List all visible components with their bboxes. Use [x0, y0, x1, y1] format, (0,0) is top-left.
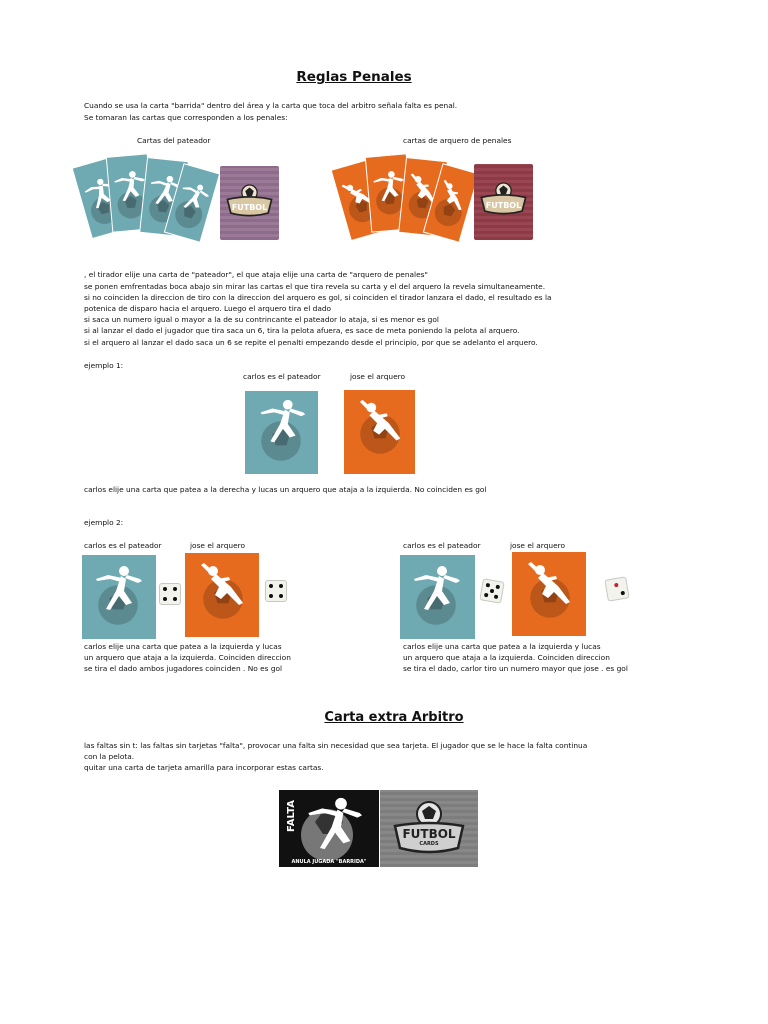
- arbitro-title: Carta extra Arbitro: [324, 710, 464, 725]
- card-back-red: [474, 164, 533, 240]
- ejemplo2-left-caption-2: un arquero que ataja a la izquierda. Coinciden direccion: [84, 653, 291, 662]
- card-back-logo-text: FUTBOL: [485, 201, 522, 210]
- label-arquero-cards: cartas de arquero de penales: [403, 136, 512, 145]
- ejemplo1-label-arquero: jose el arquero: [350, 372, 406, 381]
- rule-line-6: si al lanzar el dado el jugador que tira saca un 6, tira la pelota afuera, es sace de meta poniendo la pelota al arquero.: [84, 326, 520, 335]
- ejemplo2-left-arquero-card: [185, 553, 259, 637]
- ejemplo1-heading: ejemplo 1:: [84, 361, 124, 370]
- ejemplo2-right-pateador-card: [400, 555, 475, 639]
- arbitro-logo-text: FUTBOL: [402, 827, 456, 841]
- rule-line-1: , el tirador elije una carta de "pateador", el que ataja elije una carta de "arquero de penales": [84, 270, 428, 279]
- card-back-purple: [220, 166, 279, 240]
- ejemplo1-pateador-card: [245, 391, 318, 474]
- rule-line-7: si el arquero al lanzar el dado saca un 6 se repite el penalti empezando desde el principio, por que se adelanto el arquero.: [84, 338, 538, 347]
- die-4-icon: [265, 580, 287, 602]
- arquero-card-fan: [325, 150, 475, 250]
- falta-card-word: FALTA: [286, 800, 297, 832]
- ejemplo2-left-label-pateador: carlos es el pateador: [84, 541, 162, 550]
- rule-line-5: si saca un numero igual o mayor a la de su contrincante el pateador lo ataja, si es menor es gol: [84, 315, 439, 324]
- futbol-cards-logo: [478, 178, 529, 222]
- die-2-icon: [604, 576, 629, 601]
- ejemplo2-right-caption-3: se tira el dado, carlor tiro un numero mayor que jose . es gol: [403, 664, 628, 673]
- die-5-icon: [479, 578, 504, 603]
- rule-line-3: si no coinciden la direccion de tiro con la direccion del arquero es gol, si coinciden el tirador lanzara el dado, el resultado es la: [84, 293, 552, 302]
- arbitro-card-back: [380, 790, 478, 867]
- ejemplo2-heading: ejemplo 2:: [84, 518, 124, 527]
- intro-line-1: Cuando se usa la carta "barrida" dentro del área y la carta que toca del arbitro señala falta es penal.: [84, 101, 458, 110]
- arbitro-line-2: con la pelota.: [84, 752, 135, 761]
- ejemplo2-left-pateador-card: [82, 555, 156, 639]
- ejemplo1-arquero-card: [344, 390, 415, 474]
- futbol-cards-logo: [224, 180, 275, 224]
- arbitro-logo-sub: CARDS: [419, 841, 439, 847]
- ejemplo2-right-arquero-card: [512, 552, 586, 636]
- page-title: Reglas Penales: [296, 69, 412, 85]
- ejemplo2-right-label-arquero: jose el arquero: [510, 541, 566, 550]
- ejemplo2-left-caption-1: carlos elije una carta que patea a la izquierda y lucas: [84, 642, 282, 651]
- ejemplo1-caption: carlos elije una carta que patea a la derecha y lucas un arquero que ataja a la izquierda. No coinciden es gol: [84, 485, 487, 494]
- falta-card-footer: ANULA JUGADA "BARRIDA": [291, 859, 367, 865]
- falta-card: [279, 790, 379, 867]
- intro-line-2: Se tomaran las cartas que corresponden a los penales:: [84, 113, 288, 122]
- ejemplo2-left-caption-3: se tira el dado ambos jugadores coinciden . No es gol: [84, 664, 283, 673]
- label-pateador-cards: Cartas del pateador: [137, 136, 211, 145]
- ejemplo1-label-pateador: carlos es el pateador: [243, 372, 321, 381]
- card-back-logo-text: FUTBOL: [231, 203, 268, 212]
- arbitro-line-1: las faltas sin t: las faltas sin tarjetas "falta", provocar una falta sin necesidad que sea tarjeta. El jugador que se le hace la falta continua: [84, 741, 588, 750]
- arbitro-line-3: quitar una carta de tarjeta amarilla para incorporar estas cartas.: [84, 763, 324, 772]
- rule-line-2: se ponen emfrentadas boca abajo sin mirar las cartas el que tira revela su carta y el del arquero la revela simultaneamente.: [84, 282, 546, 291]
- die-4-icon: [159, 583, 181, 605]
- pateador-card-fan: [70, 150, 220, 250]
- ejemplo2-right-caption-1: carlos elije una carta que patea a la izquierda y lucas: [403, 642, 601, 651]
- ejemplo2-right-label-pateador: carlos es el pateador: [403, 541, 481, 550]
- ejemplo2-left-label-arquero: jose el arquero: [190, 541, 246, 550]
- ejemplo2-right-caption-2: un arquero que ataja a la izquierda. Coinciden direccion: [403, 653, 610, 662]
- rule-line-4: potenica de disparo hacia el arquero. Luego el arquero tira el dado: [84, 304, 332, 313]
